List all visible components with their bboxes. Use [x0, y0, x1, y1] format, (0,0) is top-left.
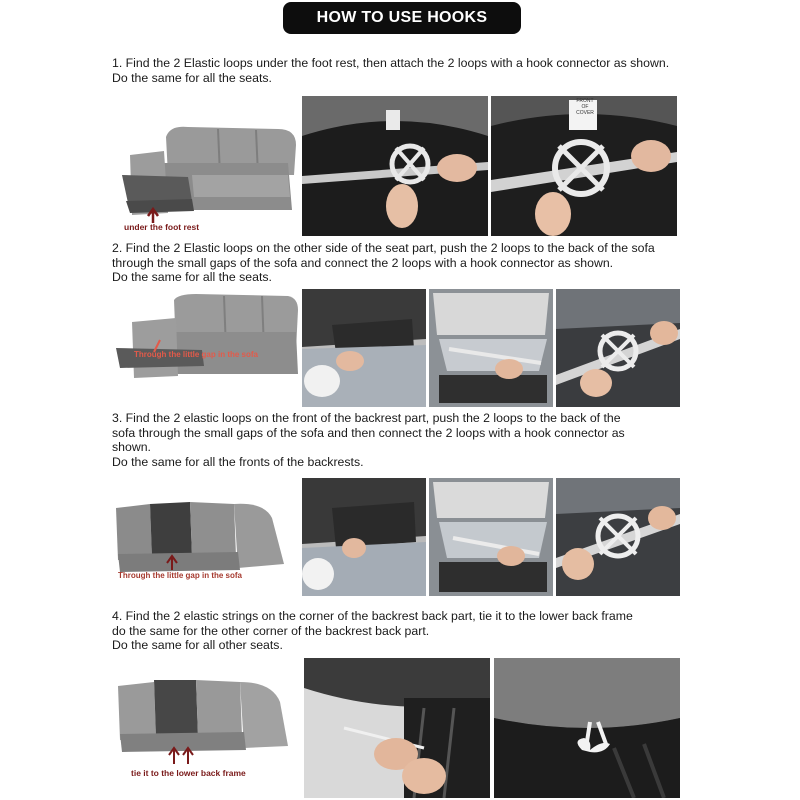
step-2-sofa-diagram: [112, 292, 302, 382]
step-1-photo-hook-connected: [491, 96, 677, 236]
step-4-caption: tie it to the lower back frame: [131, 768, 246, 778]
step-1-caption: under the foot rest: [124, 222, 200, 232]
step-4-photo-tied-bow: [494, 658, 680, 798]
step-3-text: 3. Find the 2 elastic loops on the front of the backrest part, push the 2 loops to the back of the sofa through the small gaps of the sofa and then connect the 2 loops with a hook connector as shown. Do the same for all the fronts of the backrests.: [112, 411, 625, 469]
step-2-photo-push-loops: [302, 289, 426, 407]
step-4-text: 4. Find the 2 elastic strings on the corner of the backrest back part, tie it to the lower back frame do the same for the other corner of the backrest back part. Do the same for all other seats.: [112, 609, 633, 652]
step-3-photo-push-loops: [302, 478, 426, 596]
step-1-text: 1. Find the 2 Elastic loops under the foot rest, then attach the 2 loops with a hook connector as shown. Do the same for all the seats.: [112, 56, 670, 85]
step-3-photo-hook-connect: [556, 478, 680, 596]
step-2-photo-hook-connect: [556, 289, 680, 407]
front-of-cover-tag: FRONT OF COVER: [576, 98, 594, 116]
step-1-photo-hook-attach: [302, 96, 488, 236]
step-2-text: 2. Find the 2 Elastic loops on the other side of the seat part, push the 2 loops to the back of the sofa through the small gaps of the sofa and connect the 2 loops with a hook connector as shown. Do the same for all the seats.: [112, 241, 655, 284]
step-2-photo-loops-through-gap: [429, 289, 553, 407]
step-3-photo-loops-through-gap: [429, 478, 553, 596]
page-title: HOW TO USE HOOKS: [283, 2, 521, 34]
step-4-sofa-diagram: [116, 678, 294, 782]
step-2-caption: Through the little gap in the sofa: [134, 350, 258, 359]
step-4-photo-tie-string: [304, 658, 490, 798]
step-3-caption: Through the little gap in the sofa: [118, 571, 242, 580]
